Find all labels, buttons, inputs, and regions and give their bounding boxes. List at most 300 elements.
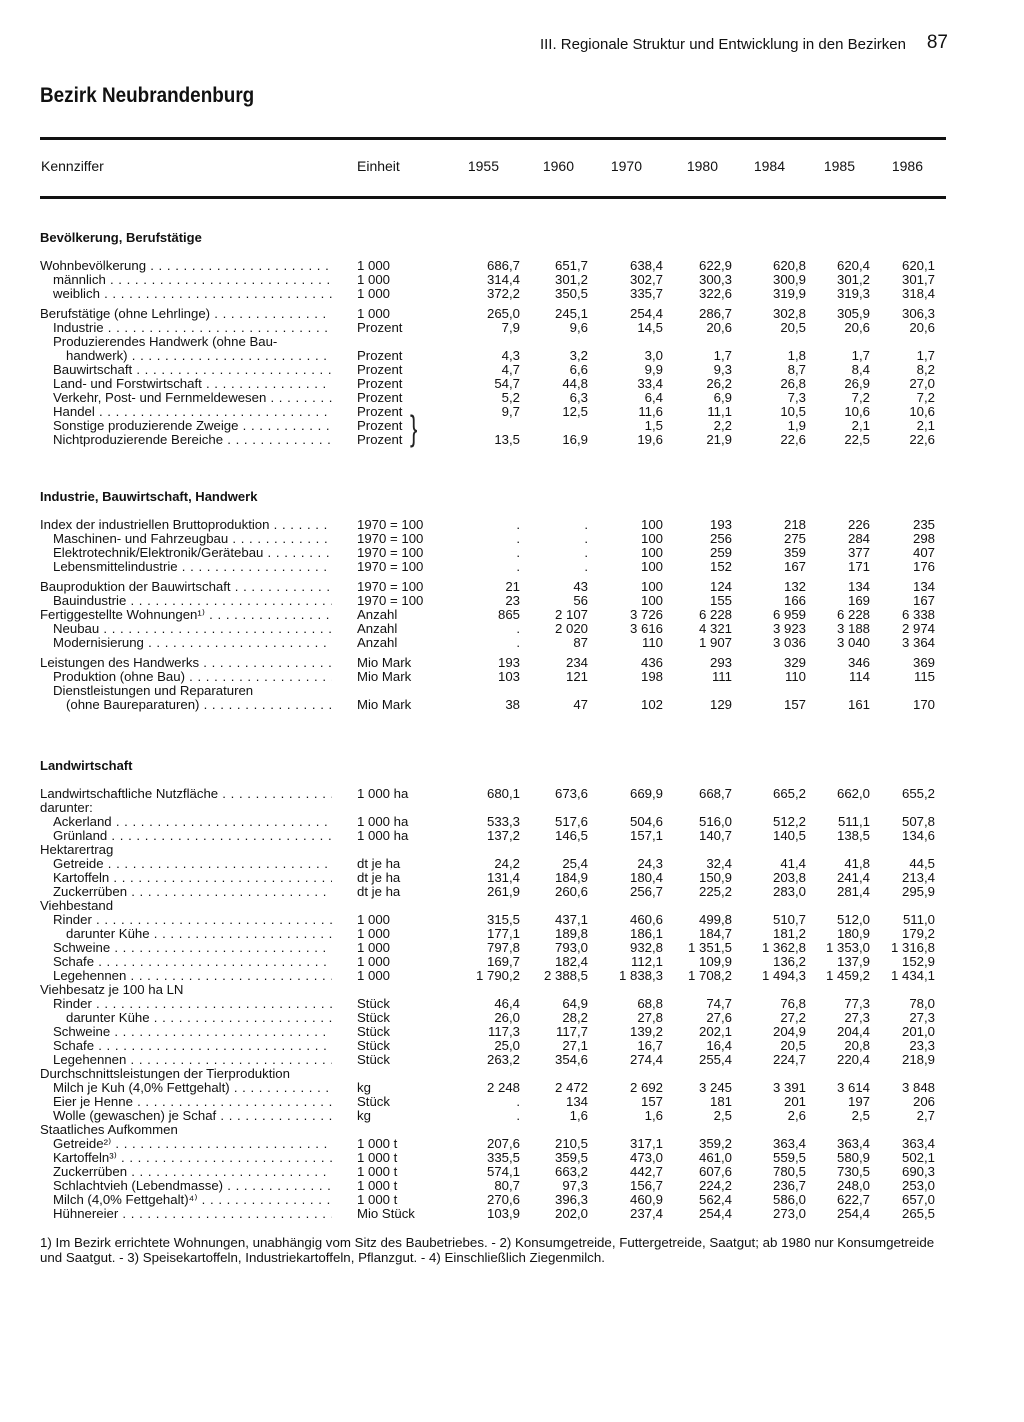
value-cell: . — [584, 559, 588, 574]
row-unit: dt je ha — [357, 884, 401, 899]
value-cell: 620,1 — [901, 258, 935, 273]
table-row — [0, 363, 1024, 377]
row-label: Eier je Henne . . . — [53, 1095, 332, 1109]
row-unit: 1970 = 100 — [357, 517, 424, 532]
value-cell: 22,5 — [844, 432, 870, 447]
value-cell: 562,4 — [698, 1192, 732, 1207]
value-cell: 203,8 — [772, 870, 806, 885]
table-row — [0, 419, 1024, 433]
value-cell: 16,4 — [706, 1038, 732, 1053]
value-cell: 27,0 — [909, 376, 935, 391]
value-cell: 26,0 — [494, 1010, 520, 1025]
value-cell: 13,5 — [494, 432, 520, 447]
value-cell: 265,0 — [486, 306, 520, 321]
row-unit: 1970 = 100 — [357, 531, 424, 546]
value-cell: 265,5 — [901, 1206, 935, 1221]
value-cell: 507,8 — [901, 814, 935, 829]
value-cell: 335,5 — [486, 1150, 520, 1165]
value-cell: 184,9 — [554, 870, 588, 885]
value-cell: 202,1 — [698, 1024, 732, 1039]
value-cell: 3 616 — [629, 621, 663, 636]
table-row — [0, 829, 1024, 843]
table-row — [0, 941, 1024, 955]
row-unit: Prozent — [357, 418, 403, 433]
value-cell: 121 — [565, 669, 588, 684]
value-cell: 218 — [783, 517, 806, 532]
value-cell: 511,0 — [902, 912, 935, 927]
value-cell: 586,0 — [772, 1192, 806, 1207]
value-cell: 156,7 — [629, 1178, 663, 1193]
column-header-year: 1985 — [823, 158, 855, 174]
value-cell: 27,8 — [637, 1010, 663, 1025]
table-row — [0, 1109, 1024, 1123]
value-cell: 167 — [912, 593, 935, 608]
table-row — [0, 1151, 1024, 1165]
value-cell: 27,3 — [844, 1010, 870, 1025]
value-cell: 1 494,3 — [762, 968, 806, 983]
value-cell: 6,6 — [569, 362, 588, 377]
value-cell: 460,9 — [629, 1192, 663, 1207]
value-cell: 6 338 — [901, 607, 935, 622]
value-cell: 180,4 — [629, 870, 663, 885]
value-cell: 77,3 — [844, 996, 870, 1011]
value-cell: 20,6 — [706, 320, 732, 335]
value-cell: 663,2 — [554, 1164, 588, 1179]
row-unit: 1 000 — [357, 968, 391, 983]
value-cell: 260,6 — [554, 884, 588, 899]
row-unit: 1 000 t — [357, 1178, 398, 1193]
value-cell: 157,1 — [629, 828, 663, 843]
value-cell: 103,9 — [486, 1206, 520, 1221]
value-cell: 669,9 — [629, 786, 663, 801]
row-label: Zuckerrüben . . . — [53, 1165, 332, 1179]
value-cell: 301,2 — [554, 272, 588, 287]
table-row — [0, 560, 1024, 574]
row-unit: 1 000 — [357, 912, 391, 927]
table-row — [0, 273, 1024, 287]
value-cell: 329 — [783, 655, 806, 670]
row-label: Hühnereier . . . — [53, 1207, 332, 1221]
table-row — [0, 546, 1024, 560]
value-cell: 5,2 — [501, 390, 520, 405]
value-cell: 56 — [573, 593, 588, 608]
row-unit: 1970 = 100 — [357, 579, 424, 594]
value-cell: 275 — [783, 531, 806, 546]
row-label: Elektrotechnik/Elektronik/Gerätebau . . . — [53, 546, 332, 560]
value-cell: 80,7 — [494, 1178, 520, 1193]
value-cell: 254,4 — [836, 1206, 870, 1221]
row-unit: 1 000 t — [357, 1192, 398, 1207]
table-row — [0, 927, 1024, 941]
value-cell: 1,5 — [644, 418, 663, 433]
value-cell: 298 — [912, 531, 935, 546]
table-row — [0, 1039, 1024, 1053]
value-cell: 169 — [847, 593, 870, 608]
value-cell: 2,7 — [916, 1108, 935, 1123]
value-cell: 256 — [709, 531, 732, 546]
value-cell: 11,6 — [638, 404, 663, 419]
value-cell: . — [516, 531, 520, 546]
brace-symbol: } — [410, 407, 418, 448]
value-cell: 319,3 — [836, 286, 870, 301]
value-cell: 201 — [783, 1094, 806, 1109]
row-unit: Prozent — [357, 390, 403, 405]
value-cell: 1 459,2 — [826, 968, 870, 983]
row-label: (ohne Baureparaturen) . . . — [66, 698, 332, 712]
row-label: Verkehr, Post- und Fernmeldewesen . . . — [53, 391, 332, 405]
value-cell: 103 — [497, 669, 520, 684]
value-cell: 237,4 — [629, 1206, 663, 1221]
row-label: handwerk) . . . — [66, 349, 332, 363]
value-cell: 184,7 — [698, 926, 732, 941]
table-row — [0, 787, 1024, 801]
value-cell: 87 — [573, 635, 588, 650]
value-cell: 3 923 — [772, 621, 806, 636]
header-bottom-rule — [40, 196, 946, 199]
value-cell: 150,9 — [698, 870, 732, 885]
row-unit: Prozent — [357, 432, 403, 447]
value-cell: 1 351,5 — [688, 940, 732, 955]
row-label: Hektarertrag — [40, 843, 114, 857]
table-row — [0, 1095, 1024, 1109]
value-cell: 9,9 — [644, 362, 663, 377]
value-cell: 169,7 — [486, 954, 520, 969]
table-row — [0, 899, 1024, 913]
row-unit: 1 000 — [357, 926, 391, 941]
row-label: Schweine . . . — [53, 1025, 332, 1039]
value-cell: 607,6 — [698, 1164, 732, 1179]
table-row — [0, 433, 1024, 447]
value-cell: 46,4 — [494, 996, 520, 1011]
value-cell: 1,6 — [569, 1108, 588, 1123]
value-cell: 9,3 — [713, 362, 732, 377]
table-row — [0, 580, 1024, 594]
value-cell: 27,3 — [909, 1010, 935, 1025]
value-cell: 220,4 — [836, 1052, 870, 1067]
row-label: Bauindustrie . . . — [53, 594, 332, 608]
value-cell: 138,5 — [836, 828, 870, 843]
row-unit: Mio Stück — [357, 1206, 415, 1221]
value-cell: 21 — [505, 579, 520, 594]
value-cell: 97,3 — [562, 1178, 588, 1193]
row-unit: Mio Mark — [357, 669, 412, 684]
value-cell: 136,2 — [772, 954, 806, 969]
value-cell: 359 — [783, 545, 806, 560]
value-cell: 152,9 — [901, 954, 935, 969]
value-cell: 140,5 — [772, 828, 806, 843]
value-cell: 620,8 — [772, 258, 806, 273]
value-cell: 21,9 — [706, 432, 732, 447]
value-cell: 620,4 — [836, 258, 870, 273]
value-cell: 100 — [640, 559, 663, 574]
value-cell: 152 — [709, 559, 732, 574]
row-label: Schafe . . . — [53, 955, 332, 969]
value-cell: 201,0 — [901, 1024, 935, 1039]
value-cell: 206 — [912, 1094, 935, 1109]
table-row — [0, 594, 1024, 608]
value-cell: 407 — [912, 545, 935, 560]
value-cell: 263,2 — [486, 1052, 520, 1067]
table-row — [0, 349, 1024, 363]
row-unit: kg — [357, 1080, 371, 1095]
value-cell: 1 362,8 — [762, 940, 806, 955]
row-label: Kartoffeln³⁾ . . . — [53, 1151, 332, 1165]
value-cell: 673,6 — [554, 786, 588, 801]
value-cell: 26,2 — [706, 376, 732, 391]
table-row — [0, 532, 1024, 546]
row-unit: dt je ha — [357, 856, 401, 871]
row-label: darunter Kühe . . . — [66, 927, 332, 941]
row-label: Schafe . . . — [53, 1039, 332, 1053]
column-header-indicator: Kennziffer — [41, 158, 104, 174]
table-row — [0, 843, 1024, 857]
row-unit: Prozent — [357, 348, 403, 363]
value-cell: 41,8 — [844, 856, 870, 871]
value-cell: 225,2 — [698, 884, 732, 899]
value-cell: 166 — [783, 593, 806, 608]
table-row — [0, 287, 1024, 301]
value-cell: 25,0 — [494, 1038, 520, 1053]
value-cell: 3 364 — [901, 635, 935, 650]
value-cell: 23,3 — [909, 1038, 935, 1053]
row-label: Industrie . . . — [53, 321, 332, 335]
row-label: Wohnbevölkerung . . . — [40, 259, 332, 273]
table-row — [0, 377, 1024, 391]
value-cell: 369 — [912, 655, 935, 670]
value-cell: 137,9 — [836, 954, 870, 969]
table-row — [0, 608, 1024, 622]
value-cell: 6 959 — [772, 607, 806, 622]
value-cell: 690,3 — [901, 1164, 935, 1179]
value-cell: 2,5 — [713, 1108, 732, 1123]
value-cell: 112,1 — [630, 954, 663, 969]
value-cell: 516,0 — [698, 814, 732, 829]
table-row — [0, 1123, 1024, 1137]
value-cell: 638,4 — [629, 258, 663, 273]
row-label: Produzierendes Handwerk (ohne Bau- — [53, 335, 278, 349]
value-cell: 25,4 — [562, 856, 588, 871]
row-label: Zuckerrüben . . . — [53, 885, 332, 899]
value-cell: 622,9 — [698, 258, 732, 273]
row-unit: Anzahl — [357, 607, 398, 622]
value-cell: 665,2 — [772, 786, 806, 801]
value-cell: 780,5 — [772, 1164, 806, 1179]
value-cell: 473,0 — [629, 1150, 663, 1165]
value-cell: 510,7 — [772, 912, 806, 927]
value-cell: 300,3 — [698, 272, 732, 287]
value-cell: 295,9 — [901, 884, 935, 899]
row-unit: 1 000 — [357, 940, 391, 955]
table-row — [0, 815, 1024, 829]
value-cell: 302,8 — [772, 306, 806, 321]
value-cell: . — [516, 559, 520, 574]
value-cell: 254,4 — [629, 306, 663, 321]
value-cell: 314,4 — [486, 272, 520, 287]
value-cell: . — [584, 545, 588, 560]
value-cell: . — [516, 1108, 520, 1123]
row-label: Legehennen . . . — [53, 1053, 332, 1067]
row-label: Landwirtschaftliche Nutzfläche . . . — [40, 787, 332, 801]
row-label: Land- und Forstwirtschaft . . . — [53, 377, 332, 391]
row-unit: kg — [357, 1108, 371, 1123]
row-unit: Stück — [357, 996, 390, 1011]
value-cell: 224,7 — [772, 1052, 806, 1067]
value-cell: 1 434,1 — [891, 968, 935, 983]
value-cell: 157 — [640, 1094, 663, 1109]
value-cell: 533,3 — [486, 814, 520, 829]
table-row — [0, 636, 1024, 650]
table-row — [0, 1137, 1024, 1151]
row-unit: Stück — [357, 1038, 390, 1053]
row-label: Fertiggestellte Wohnungen¹⁾ . . . — [40, 608, 332, 622]
value-cell: 354,6 — [554, 1052, 588, 1067]
row-unit: Prozent — [357, 320, 403, 335]
row-label: Milch (4,0% Fettgehalt)⁴⁾ . . . — [53, 1193, 332, 1207]
row-label: Modernisierung . . . — [53, 636, 332, 650]
value-cell: 2 388,5 — [544, 968, 588, 983]
value-cell: 78,0 — [909, 996, 935, 1011]
value-cell: 6,3 — [569, 390, 588, 405]
value-cell: 1 838,3 — [619, 968, 663, 983]
value-cell: 2,5 — [851, 1108, 870, 1123]
value-cell: 932,8 — [629, 940, 663, 955]
row-label: darunter Kühe . . . — [66, 1011, 332, 1025]
value-cell: 139,2 — [629, 1024, 663, 1039]
value-cell: 1 353,0 — [826, 940, 870, 955]
value-cell: 115 — [913, 669, 935, 684]
value-cell: 204,9 — [772, 1024, 806, 1039]
value-cell: 193 — [709, 517, 732, 532]
value-cell: 7,3 — [787, 390, 806, 405]
row-label: Ackerland . . . — [53, 815, 332, 829]
row-label: Sonstige produzierende Zweige . . . — [53, 419, 332, 433]
row-unit: 1 000 — [357, 258, 391, 273]
row-unit: Anzahl — [357, 635, 398, 650]
value-cell: 140,7 — [698, 828, 732, 843]
value-cell: 20,5 — [780, 320, 806, 335]
row-label: Dienstleistungen und Reparaturen — [53, 684, 254, 698]
value-cell: 668,7 — [698, 786, 732, 801]
value-cell: 14,5 — [637, 320, 663, 335]
row-label: Getreide . . . — [53, 857, 332, 871]
value-cell: 180,9 — [836, 926, 870, 941]
value-cell: 3 726 — [629, 607, 663, 622]
row-unit: 1 000 — [357, 954, 391, 969]
value-cell: 111 — [711, 669, 732, 684]
row-label: männlich . . . — [53, 273, 332, 287]
value-cell: 270,6 — [486, 1192, 520, 1207]
value-cell: 20,6 — [909, 320, 935, 335]
value-cell: 1,7 — [916, 348, 935, 363]
value-cell: 363,4 — [772, 1136, 806, 1151]
value-cell: 504,6 — [629, 814, 663, 829]
value-cell: 499,8 — [698, 912, 732, 927]
value-cell: 865 — [497, 607, 520, 622]
page-number: 87 — [926, 32, 948, 53]
value-cell: 24,2 — [494, 856, 520, 871]
value-cell: 622,7 — [836, 1192, 870, 1207]
value-cell: 377 — [847, 545, 870, 560]
row-unit: Prozent — [357, 404, 403, 419]
row-unit: Stück — [357, 1094, 390, 1109]
value-cell: 68,8 — [637, 996, 663, 1011]
value-cell: 3 036 — [772, 635, 806, 650]
value-cell: 3,2 — [569, 348, 588, 363]
row-label: darunter: — [40, 801, 93, 815]
value-cell: 1,7 — [713, 348, 732, 363]
value-cell: 6 228 — [698, 607, 732, 622]
row-label: Viehbestand — [40, 899, 114, 913]
value-cell: 274,4 — [629, 1052, 663, 1067]
value-cell: 23 — [505, 593, 520, 608]
value-cell: 33,4 — [637, 376, 663, 391]
value-cell: 322,6 — [698, 286, 732, 301]
value-cell: 4,3 — [501, 348, 520, 363]
value-cell: 655,2 — [901, 786, 935, 801]
row-label: Durchschnittsleistungen der Tierproduktion — [40, 1067, 290, 1081]
value-cell: . — [516, 1094, 520, 1109]
value-cell: 171 — [847, 559, 870, 574]
section-title: Landwirtschaft — [40, 758, 133, 773]
value-cell: 26,9 — [844, 376, 870, 391]
value-cell: 177,1 — [486, 926, 520, 941]
value-cell: 6 228 — [836, 607, 870, 622]
column-header-year: 1960 — [542, 158, 574, 174]
value-cell: 3 188 — [836, 621, 870, 636]
value-cell: 186,1 — [629, 926, 663, 941]
value-cell: 293 — [709, 655, 732, 670]
table-row — [0, 656, 1024, 670]
value-cell: 131,4 — [486, 870, 520, 885]
row-label: Rinder . . . — [53, 997, 332, 1011]
value-cell: 234 — [565, 655, 588, 670]
row-unit: 1970 = 100 — [357, 559, 424, 574]
table-row — [0, 1179, 1024, 1193]
row-unit: 1970 = 100 — [357, 545, 424, 560]
value-cell: 16,7 — [637, 1038, 663, 1053]
value-cell: 32,4 — [706, 856, 732, 871]
value-cell: 3,0 — [644, 348, 663, 363]
value-cell: 235 — [912, 517, 935, 532]
row-label: Bauwirtschaft . . . — [53, 363, 332, 377]
value-cell: . — [584, 517, 588, 532]
value-cell: 2 974 — [901, 621, 935, 636]
row-unit: Prozent — [357, 362, 403, 377]
value-cell: 793,0 — [554, 940, 588, 955]
row-unit: 1970 = 100 — [357, 593, 424, 608]
value-cell: 182,4 — [554, 954, 588, 969]
value-cell: 189,8 — [554, 926, 588, 941]
value-cell: 1,9 — [787, 418, 806, 433]
table-row — [0, 1165, 1024, 1179]
value-cell: 797,8 — [486, 940, 520, 955]
row-unit: Mio Mark — [357, 655, 412, 670]
value-cell: 261,9 — [486, 884, 520, 899]
value-cell: 20,8 — [844, 1038, 870, 1053]
table-row — [0, 1053, 1024, 1067]
value-cell: 372,2 — [486, 286, 520, 301]
row-label: Lebensmittelindustrie . . . — [53, 560, 332, 574]
value-cell: 1,8 — [787, 348, 806, 363]
value-cell: 10,6 — [844, 404, 870, 419]
row-label: Leistungen des Handwerks . . . — [40, 656, 332, 670]
value-cell: 27,2 — [780, 1010, 806, 1025]
value-cell: 19,6 — [637, 432, 663, 447]
value-cell: 3 614 — [836, 1080, 870, 1095]
value-cell: 437,1 — [554, 912, 588, 927]
row-label: Berufstätige (ohne Lehrlinge) . . . — [40, 307, 332, 321]
value-cell: 651,7 — [554, 258, 588, 273]
